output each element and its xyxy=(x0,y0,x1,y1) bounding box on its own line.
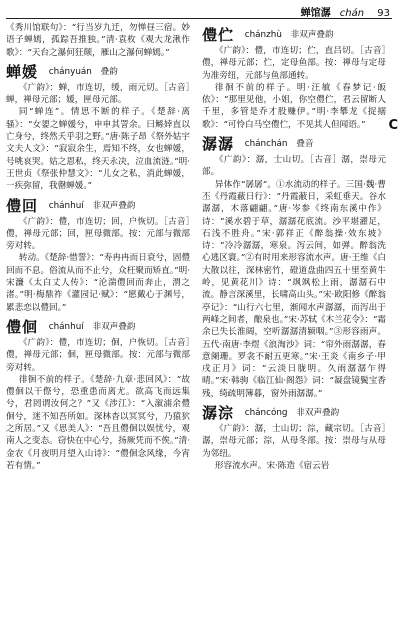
header-word: 蝉馆潺 xyxy=(300,8,331,19)
entry-chanchan xyxy=(202,134,386,400)
entry-definition: 形容流水声。宋·陈造《宿云岩 xyxy=(214,460,330,471)
entry-headword: 潺淙 xyxy=(202,404,235,423)
entry-definition: 异体作“孱孱”。①水流动的样子。三国·魏·曹丕《丹霞蔽日行》：“丹霞蔽日，采虹垂天。谷水潺潺，木落翩翩。”唐·岑参《终南东溪中作》诗：“溪水碧于草，潺潺花底流。沙平堪濯足，石浅不胜舟。”宋·郭祥正《醉翁操·效东坡》诗：“冷冷潺潺，寒泉。泻云间，如弹。醉翁洗心逃区寰。”②有时用来形容流水声。唐·王维《白大散以往，深林密竹，磴道盘曲四五十里至黄牛岭，见黄花川》诗：“飒飒松上雨，潺潺石中流。静言深溪里，长啸高山头。”宋·欧阳修《醉翁亭记》：“山行六七里，渐闻水声潺潺，而泻出于两峰之间者，酿泉也。”宋·苏轼《木兰花令》：“霜余已失长淮阔，空听潺潺清颍咽。”③形容雨声。五代·南唐·李煜《浪淘沙》词：“帘外雨潺潺，春意阑珊。罗衾不耐五更寒。”宋·王炎《南乡子·甲戌正月》词：“云淡日胧明。久雨潺潺乍得晴。”宋·韩驹《临江仙·阁怨》词：“凝盘镜鬓宝香残，绮疏明簿暮，窗外雨潺潺。” xyxy=(202,179,386,399)
header-pinyin: chán xyxy=(339,8,365,19)
entry-chanhui-1 xyxy=(6,196,190,314)
entry-pinyin: cháncóng xyxy=(244,408,288,419)
entry-pinyin: chánzhù xyxy=(244,30,282,40)
entry-gram-note: 叠音 xyxy=(296,139,314,150)
side-index-tab: C xyxy=(388,118,398,133)
entry-phonology: 《广韵》：僼，市连切；佪，户恢切。［古音］僼，禅母元部；佪，匣母微部。按：元部与微部旁对转。 xyxy=(6,337,190,373)
entry-gram-note: 叠韵 xyxy=(100,66,118,77)
left-column xyxy=(6,22,190,472)
entry-phonology: 《广韵》：潺，士山切；淙，藏宗切。［古音］潺，崇母元部；淙，从母冬部。按：崇母与从母为邻纽。 xyxy=(202,424,386,459)
running-header xyxy=(8,4,390,18)
entry-pinyin: chánhuí xyxy=(48,321,84,332)
header-rule xyxy=(6,18,392,19)
entry-chancong xyxy=(202,403,386,472)
page-number: 93 xyxy=(377,8,390,19)
entry-phonology: 《广韵》：蝉，市连切，缓，雨元切。［古音］蝉，禅母元部；媛，匣母元部。 xyxy=(6,82,190,106)
entry-phonology: 《广韵》：僼，市连切；回，户恢切。［古音］僼，禅母元部；回，匣母微部。按：元部与微部旁对转。 xyxy=(6,216,190,252)
entry-headword: 僼佪 xyxy=(6,317,39,336)
entry-pinyin: chánchán xyxy=(244,139,288,150)
continued-paragraph: 《秀川馆联句》：“行当岁九迁，勿惮昼三宿。妙语子蝉嫣，孤踪吾推独。”清·袁枚《观大龙湫作歌》：“天台之瀑何狂颠，雁山之瀑何蝉嫣。” xyxy=(6,23,190,58)
entry-gram-note: 非双声叠韵 xyxy=(296,408,340,419)
entry-chanyuan xyxy=(6,62,190,193)
entry-definition: 徘徊不前的样子。明·汪敏《春梦记·皈依》：“那里见他，小姐，你空僼伫，君云留断人千里，多管是乔才股赚伊。”明·李攀龙《捉搦歌》：“可怜白马空僼伫，不见其人但闻语。” xyxy=(202,82,386,130)
entry-gram-note: 非双声叠韵 xyxy=(290,30,334,40)
right-column xyxy=(202,22,386,472)
entry-chanzhu xyxy=(202,25,386,131)
entry-definition: 徘徊不前的样子。《楚辞·九章·悲回风》：“故僼佪以干傺兮，恐重患而离尤。欲高飞而远集兮，君罔谓汝何之？”又《涉江》：“入溆浦余僼佪兮，迷不知吾所如。深林杳以冥冥兮，乃猿狖之所居。”又《思美人》：“吾且僼佪以娱忧兮，观南人之变态。窃快在中心兮，扬厥凭而不俟。”清·金农《月夜明月望入山诗》：“僼佪念风缘，今宵若有情。” xyxy=(6,374,190,471)
entry-phonology: 《广韵》：潺，士山切。［古音］潺，崇母元部。 xyxy=(202,155,386,178)
entry-definition: 转动。《楚辞·惜誓》：“寿冉冉而日衰兮，固僼回而不息。俗流从而不止兮，众枉聚而矫直。”明·宋濂《太白丈人传》：“沦湍僼回而奔止，渭之渚。”明·梅鼎祚《灌园记·赋》：“愿戴心于渊号，累悲恋以僼回。” xyxy=(6,253,190,313)
entry-pinyin: chányuán xyxy=(48,66,92,77)
entry-gram-note: 非双声叠韵 xyxy=(92,200,136,211)
entry-chanhui-2 xyxy=(6,317,190,472)
entry-definition: 同“蝉连”。情思不断的样子。《楚辞·离骚》：“女媭之蝉媛兮，申申其詈余。曰鲧婞直以亡身兮，终然夭乎羽之野。”唐·陈子昂《祭外姑宇文夫人文》：“寂寂余生，焉知不终，女也蝉媛，号咷哀哭。姑之恩私，终天永决，泣血流涟。”明·王世贞《祭张仲慧文》：“儿女之私，消此蝉媛，一疾弥留，我罄蝉媛。” xyxy=(6,107,190,192)
entry-headword: 蝉媛 xyxy=(6,62,39,81)
entry-headword: 僼回 xyxy=(6,196,39,215)
entry-gram-note: 非双声叠韵 xyxy=(92,321,136,332)
entry-headword: 僼伫 xyxy=(202,26,235,44)
entry-phonology: 《广韵》：僼，市连切；伫，直吕切。［古音］僼，禅母元部；伫，定母鱼部。按：禅母与定母为准旁纽，元部与鱼部通转。 xyxy=(202,46,386,81)
entry-headword: 潺潺 xyxy=(202,135,235,154)
entry-pinyin: chánhuí xyxy=(48,200,84,211)
